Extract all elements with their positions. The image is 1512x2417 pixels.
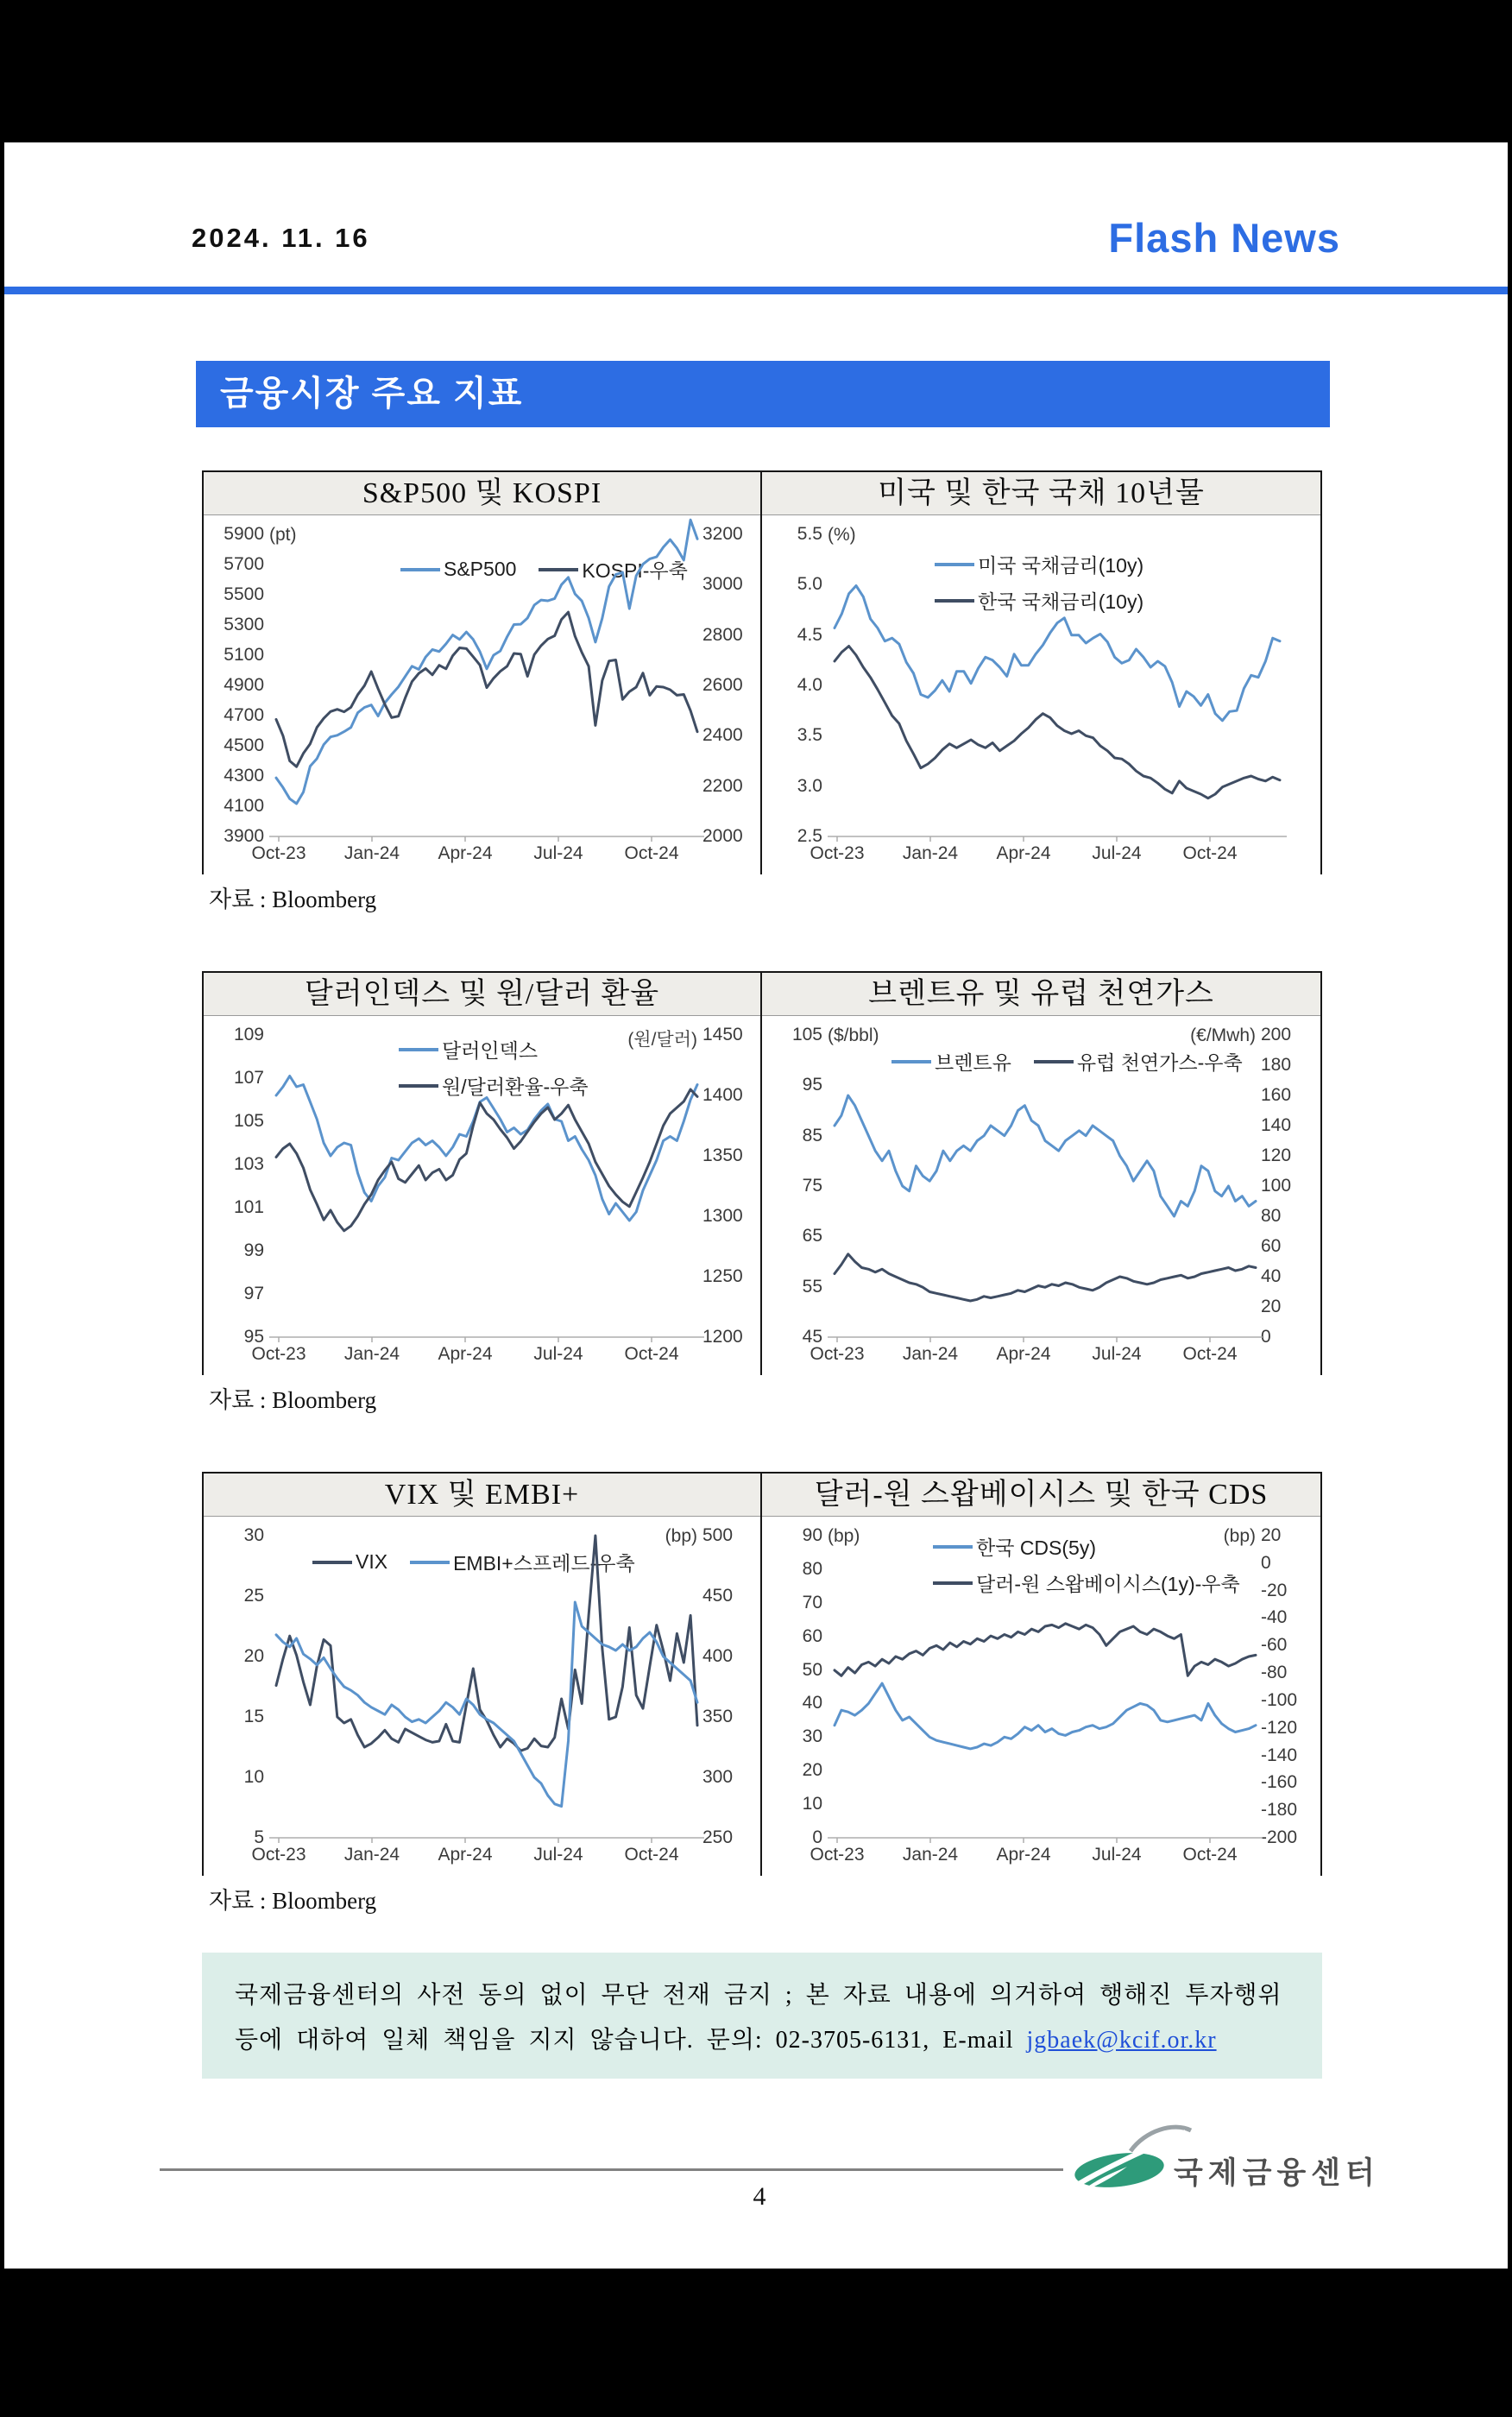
chart-plot: [204, 1016, 762, 1376]
legend-label: S&P500: [444, 558, 517, 580]
y2-axis-unit-label: (원/달러): [627, 1030, 697, 1050]
y-axis-unit-label: (bp): [828, 1526, 860, 1546]
y-axis-tick-label: 4500: [224, 735, 264, 755]
y-axis-tick-label: 70: [802, 1592, 822, 1612]
x-axis-tick-label: Jan-24: [902, 1845, 959, 1865]
chart-row-3: [202, 1472, 1322, 1876]
y2-axis-tick-label: 100: [1261, 1176, 1292, 1196]
x-axis-tick-label: Jul-24: [1092, 1344, 1142, 1364]
y-axis-tick-label: 40: [802, 1693, 822, 1713]
x-axis-tick-label: Jan-24: [902, 1344, 959, 1364]
x-axis-tick-label: Oct-23: [251, 1344, 306, 1364]
y2-axis-tick-label: 1250: [702, 1266, 743, 1286]
source-label: 자료 : Bloomberg: [209, 887, 377, 912]
y-axis-tick-label: 80: [802, 1558, 822, 1579]
page-number: 4: [753, 2182, 766, 2211]
x-axis-tick-label: Oct-24: [1182, 1845, 1238, 1865]
y2-axis-tick-label: 1350: [702, 1145, 743, 1165]
y-axis-tick-label: 45: [802, 1327, 822, 1347]
chart-plot: [204, 515, 762, 875]
y2-axis-tick-label: -160: [1261, 1772, 1298, 1793]
y2-axis-unit-label: (€/Mwh): [1190, 1025, 1256, 1045]
axis-baseline: [269, 1838, 704, 1843]
y-axis-tick-label: 103: [233, 1154, 264, 1174]
y2-axis-tick-label: 2800: [702, 624, 743, 645]
chart-plot: [204, 1517, 762, 1877]
legend-label: 한국 국채금리(10y): [978, 590, 1144, 613]
x-axis-tick-label: Jul-24: [1092, 1845, 1142, 1865]
y-axis-tick-label: 5.5: [797, 524, 822, 544]
y-axis-tick-label: 5.0: [797, 574, 822, 595]
y2-axis-tick-label: 400: [702, 1646, 734, 1666]
chart-body: [762, 515, 1320, 875]
axis-baseline: [269, 1337, 704, 1342]
chart-plot: [762, 1016, 1320, 1376]
series-line-dark: [835, 1624, 1256, 1676]
y-axis-tick-label: 3.5: [797, 725, 822, 746]
y-axis-tick-label: 105: [233, 1111, 264, 1131]
axis-baseline: [828, 1337, 1263, 1342]
x-axis-tick-label: Jan-24: [343, 1845, 400, 1865]
legend-label: 브렌트유: [935, 1051, 1011, 1074]
y2-axis-tick-label: 2200: [702, 775, 743, 796]
y-axis-tick-label: 20: [802, 1760, 822, 1781]
legend-label: 유럽 천연가스-우축: [1076, 1051, 1243, 1074]
chart-row-2: [202, 971, 1322, 1375]
y2-axis-tick-label: -200: [1261, 1827, 1298, 1847]
y2-axis-tick-label: 3200: [702, 524, 743, 544]
y2-axis-tick-label: 160: [1261, 1085, 1292, 1105]
x-axis-tick-label: Apr-24: [996, 1344, 1051, 1364]
series-line-blue: [276, 1602, 697, 1807]
x-axis-tick-label: Apr-24: [438, 843, 493, 863]
y2-axis-tick-label: 20: [1261, 1525, 1282, 1545]
section-title-banner: 금융시장 주요 지표: [196, 361, 1330, 427]
y-axis-tick-label: 60: [802, 1625, 822, 1646]
x-axis-tick-label: Jul-24: [1092, 843, 1142, 863]
y-axis-tick-label: 5100: [224, 645, 264, 665]
y-axis-tick-label: 3900: [224, 826, 264, 846]
chart-title: 미국 및 한국 국채 10년물: [762, 472, 1320, 515]
x-axis-tick-label: Oct-24: [1182, 1344, 1238, 1364]
y2-axis-tick-label: 250: [702, 1827, 734, 1847]
y-axis-tick-label: 4900: [224, 675, 264, 695]
chart-title: 브렌트유 및 유럽 천연가스: [762, 973, 1320, 1016]
y-axis-tick-label: 30: [243, 1525, 264, 1545]
y-axis-tick-label: 101: [233, 1197, 264, 1217]
chart-body: [762, 1016, 1320, 1376]
chart-row-1: [202, 470, 1322, 874]
y-axis-tick-label: 30: [802, 1726, 822, 1747]
y2-axis-tick-label: 180: [1261, 1055, 1292, 1075]
y-axis-tick-label: 65: [802, 1226, 822, 1246]
y-axis-tick-label: 5700: [224, 554, 264, 574]
y-axis-tick-label: 5900: [224, 524, 264, 544]
y-axis-tick-label: 107: [233, 1068, 264, 1088]
y-axis-tick-label: 90: [802, 1525, 822, 1545]
legend-label: EMBI+스프레드-우축: [453, 1552, 635, 1575]
y2-axis-tick-label: 350: [702, 1707, 734, 1726]
y-axis-tick-label: 20: [243, 1646, 264, 1666]
chart-body: [204, 1016, 760, 1376]
series-line-dark: [276, 612, 697, 767]
chart-panel-swap-cds: [762, 1474, 1320, 1874]
y2-axis-tick-label: 20: [1261, 1297, 1282, 1316]
x-axis-tick-label: Oct-23: [810, 843, 865, 863]
x-axis-tick-label: Apr-24: [996, 1845, 1051, 1865]
chart-panel-us-kr-10y: [762, 472, 1320, 873]
series-line-blue: [835, 586, 1280, 721]
x-axis-tick-label: Apr-24: [438, 1344, 493, 1364]
y2-axis-tick-label: 1200: [702, 1327, 743, 1347]
disclaimer-box: [202, 1953, 1322, 2079]
y-axis-unit-label: ($/bbl): [828, 1025, 879, 1045]
chart-panel-sp500-kospi: [204, 472, 762, 873]
x-axis-tick-label: Oct-23: [251, 1845, 306, 1865]
legend-label: 달러인덱스: [442, 1039, 539, 1062]
chart-plot: [762, 1517, 1320, 1877]
y2-axis-tick-label: 2000: [702, 826, 743, 846]
x-axis-tick-label: Jan-24: [902, 843, 959, 863]
y-axis-tick-label: 95: [243, 1327, 264, 1347]
y-axis-tick-label: 10: [243, 1767, 264, 1787]
x-axis-tick-label: Jan-24: [343, 1344, 400, 1364]
y-axis-tick-label: 95: [802, 1075, 822, 1095]
chart-body: [204, 515, 760, 875]
series-line-dark: [276, 1089, 697, 1231]
y-axis-tick-label: 99: [243, 1240, 264, 1260]
legend-label: VIX: [356, 1550, 388, 1573]
y2-axis-unit-label: (bp): [665, 1526, 697, 1546]
x-axis-tick-label: Jul-24: [533, 1344, 583, 1364]
chart-panel-dxy-krw: [204, 973, 762, 1373]
series-line-blue: [835, 1095, 1256, 1216]
y-axis-tick-label: 2.5: [797, 826, 822, 846]
x-axis-tick-label: Jul-24: [533, 1845, 583, 1865]
x-axis-tick-label: Jul-24: [533, 843, 583, 863]
y2-axis-tick-label: 120: [1261, 1145, 1292, 1165]
y2-axis-tick-label: 2600: [702, 675, 743, 695]
y-axis-tick-label: 97: [243, 1284, 264, 1303]
y2-axis-tick-label: -20: [1261, 1580, 1288, 1600]
y2-axis-tick-label: 1300: [702, 1206, 743, 1226]
y-axis-unit-label: (pt): [269, 525, 297, 545]
axis-baseline: [269, 836, 704, 842]
series-line-dark: [835, 1254, 1256, 1301]
source-label: 자료 : Bloomberg: [209, 1387, 377, 1413]
y2-axis-tick-label: 0: [1261, 1327, 1271, 1347]
y-axis-tick-label: 3.0: [797, 775, 822, 796]
chart-plot: [762, 515, 1320, 875]
y-axis-tick-label: 50: [802, 1659, 822, 1680]
axis-baseline: [828, 836, 1287, 842]
source-label: 자료 : Bloomberg: [209, 1888, 377, 1914]
y-axis-tick-label: 109: [233, 1025, 264, 1044]
y-axis-tick-label: 15: [243, 1707, 264, 1726]
y-axis-tick-label: 4.0: [797, 675, 822, 695]
y2-axis-tick-label: -140: [1261, 1745, 1298, 1765]
x-axis-tick-label: Oct-23: [251, 843, 306, 863]
legend-label: KOSPI-우축: [582, 559, 688, 582]
y-axis-tick-label: 55: [802, 1276, 822, 1297]
contact-email-link[interactable]: jgbaek@kcif.or.kr: [1026, 2027, 1217, 2054]
y2-axis-tick-label: 3000: [702, 574, 743, 595]
brand-title: Flash News: [1108, 215, 1340, 261]
x-axis-tick-label: Oct-24: [624, 843, 679, 863]
kcif-logo-text: 국제금융센터: [1174, 2156, 1380, 2190]
chart-title: VIX 및 EMBI+: [204, 1474, 760, 1517]
y-axis-tick-label: 105: [791, 1025, 822, 1044]
chart-title: 달러-원 스왑베이시스 및 한국 CDS: [762, 1474, 1320, 1517]
x-axis-tick-label: Apr-24: [996, 843, 1051, 863]
disclaimer-line-2: 등에 대하여 일체 책임을 지지 않습니다. 문의: 02-3705-6131, E-mail jgbaek@kcif.or.kr: [235, 2027, 1217, 2054]
y2-axis-tick-label: -100: [1261, 1689, 1298, 1710]
y2-axis-tick-label: 60: [1261, 1236, 1282, 1256]
y-axis-tick-label: 5300: [224, 615, 264, 634]
y-axis-tick-label: 25: [243, 1586, 264, 1606]
y2-axis-tick-label: -120: [1261, 1717, 1298, 1738]
y2-axis-tick-label: 80: [1261, 1206, 1282, 1226]
disclaimer-line-1: 국제금융센터의 사전 동의 없이 무단 전재 금지 ; 본 자료 내용에 의거하여 행해진 투자행위: [235, 1982, 1282, 2009]
y-axis-unit-label: (%): [828, 525, 856, 545]
footer-divider: [160, 2168, 1063, 2171]
legend-label: 원/달러환율-우축: [442, 1076, 589, 1098]
y2-axis-tick-label: 450: [702, 1586, 734, 1606]
y2-axis-tick-label: 300: [702, 1767, 734, 1787]
chart-title: S&P500 및 KOSPI: [204, 472, 760, 515]
x-axis-tick-label: Apr-24: [438, 1845, 493, 1865]
x-axis-tick-label: Oct-24: [624, 1845, 679, 1865]
x-axis-tick-label: Oct-23: [810, 1344, 865, 1364]
x-axis-tick-label: Oct-23: [810, 1845, 865, 1865]
chart-title: 달러인덱스 및 원/달러 환율: [204, 973, 760, 1016]
legend-label: 달러-원 스왑베이시스(1y)-우축: [976, 1573, 1240, 1595]
x-axis-tick-label: Oct-24: [1182, 843, 1238, 863]
chart-panel-brent-gas: [762, 973, 1320, 1373]
y-axis-tick-label: 5500: [224, 584, 264, 604]
y2-axis-tick-label: 140: [1261, 1115, 1292, 1135]
x-axis-tick-label: Jan-24: [343, 843, 400, 863]
y2-axis-tick-label: 1400: [702, 1085, 743, 1105]
report-date: 2024. 11. 16: [192, 223, 370, 253]
x-axis-tick-label: Oct-24: [624, 1344, 679, 1364]
y2-axis-tick-label: 500: [702, 1525, 734, 1545]
chart-panel-vix-embi: [204, 1474, 762, 1874]
y-axis-tick-label: 4.5: [797, 624, 822, 645]
y-axis-tick-label: 85: [802, 1125, 822, 1145]
y-axis-tick-label: 75: [802, 1176, 822, 1196]
y2-axis-tick-label: -80: [1261, 1663, 1288, 1683]
legend-label: 한국 CDS(5y): [976, 1537, 1096, 1559]
y-axis-tick-label: 4300: [224, 766, 264, 786]
y-axis-tick-label: 5: [254, 1827, 264, 1847]
y-axis-tick-label: 4700: [224, 705, 264, 725]
y2-axis-tick-label: 2400: [702, 725, 743, 746]
series-line-blue: [276, 520, 697, 804]
y2-axis-tick-label: -40: [1261, 1607, 1288, 1628]
axis-baseline: [828, 1838, 1263, 1843]
y2-axis-tick-label: -60: [1261, 1635, 1288, 1656]
y-axis-tick-label: 0: [812, 1827, 822, 1847]
y2-axis-tick-label: 40: [1261, 1266, 1282, 1286]
y-axis-tick-label: 10: [802, 1794, 822, 1814]
series-line-blue: [835, 1683, 1256, 1749]
legend-label: 미국 국채금리(10y): [978, 554, 1144, 577]
y2-axis-tick-label: 200: [1261, 1025, 1292, 1044]
y2-axis-tick-label: 0: [1261, 1552, 1271, 1573]
chart-body: [204, 1517, 760, 1877]
y-axis-tick-label: 4100: [224, 796, 264, 816]
header-rule: [4, 287, 1508, 294]
y2-axis-tick-label: -180: [1261, 1800, 1298, 1821]
y2-axis-tick-label: 1450: [702, 1025, 743, 1044]
series-line-dark: [835, 647, 1280, 798]
chart-body: [762, 1517, 1320, 1877]
y2-axis-unit-label: (bp): [1223, 1526, 1256, 1546]
